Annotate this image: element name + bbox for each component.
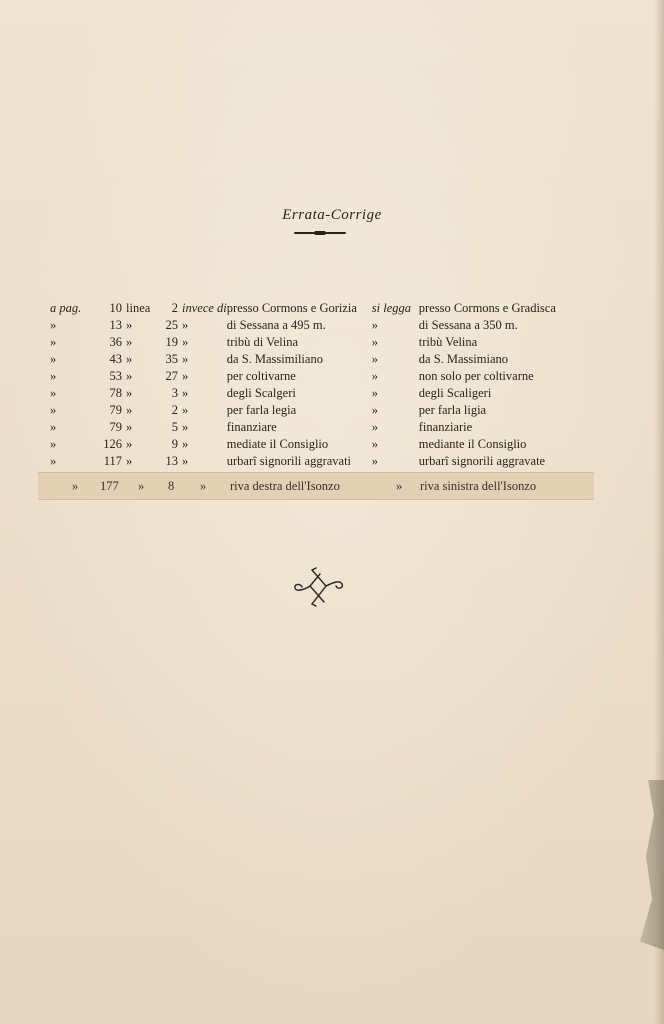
ditto-mark: » — [50, 352, 57, 366]
page-number: 79 — [109, 403, 122, 417]
ditto-mark: » — [371, 335, 379, 349]
page-number: 177 — [100, 479, 119, 493]
line-number: 3 — [171, 386, 178, 400]
ditto-mark: » — [182, 454, 189, 468]
ditto-mark: » — [50, 335, 57, 349]
ditto-mark: » — [126, 318, 133, 332]
ditto-mark: » — [371, 352, 379, 366]
ditto-mark: » — [126, 335, 133, 349]
errata-row — [50, 402, 575, 419]
wrong-text: mediate il Consiglio — [226, 437, 329, 451]
errata-table — [50, 300, 575, 470]
line-number: 2 — [171, 403, 178, 417]
ditto-mark: » — [50, 369, 57, 383]
wrong-text: da S. Massimiliano — [226, 352, 323, 366]
correct-text: finanziarie — [418, 420, 473, 434]
errata-row — [50, 334, 575, 351]
page-number: 79 — [109, 420, 122, 434]
correct-text: urbarî signorili aggravate — [418, 454, 546, 468]
errata-row — [50, 351, 575, 368]
line-number: 13 — [165, 454, 178, 468]
ditto-mark: » — [72, 479, 79, 493]
errata-row — [50, 368, 575, 385]
title-rule — [294, 232, 346, 234]
wrong-text: degli Scalgeri — [226, 386, 296, 400]
ditto-mark: » — [50, 454, 57, 468]
correct-text: per farla ligia — [418, 403, 487, 417]
ditto-mark: » — [200, 479, 207, 493]
ditto-mark: » — [50, 386, 57, 400]
invece-di-label: invece di — [182, 301, 227, 315]
ditto-mark: » — [371, 318, 379, 332]
correct-text: degli Scaligeri — [418, 386, 492, 400]
page-number: 78 — [109, 386, 122, 400]
page-number: 36 — [109, 335, 122, 349]
ditto-mark: » — [371, 420, 379, 434]
prefix-label: a pag. — [50, 301, 82, 315]
wrong-text: finanziare — [226, 420, 277, 434]
ditto-mark: » — [126, 454, 133, 468]
ditto-mark: » — [50, 318, 57, 332]
ditto-mark: » — [182, 318, 189, 332]
ditto-mark: » — [182, 420, 189, 434]
page-number: 117 — [103, 454, 122, 468]
ditto-mark: » — [371, 403, 379, 417]
torn-corner — [624, 780, 664, 950]
ditto-mark: » — [182, 386, 189, 400]
ditto-mark: » — [138, 479, 145, 493]
ditto-mark: » — [126, 437, 133, 451]
page-number: 126 — [103, 437, 122, 451]
correct-text: da S. Massimiano — [418, 352, 508, 366]
wrong-text: riva destra dell'Isonzo — [230, 479, 340, 493]
ditto-mark: » — [371, 369, 379, 383]
ditto-mark: » — [182, 369, 189, 383]
page-title: Errata-Corrige — [282, 207, 382, 223]
linea-label: linea — [126, 301, 151, 315]
line-number: 35 — [165, 352, 178, 366]
ditto-mark: » — [126, 420, 133, 434]
line-number: 9 — [171, 437, 178, 451]
ditto-mark: » — [396, 479, 403, 493]
ditto-mark: » — [126, 403, 133, 417]
errata-row — [50, 453, 575, 470]
errata-row — [50, 385, 575, 402]
wrong-text: presso Cormons e Gorizia — [226, 301, 357, 315]
ditto-mark: » — [50, 420, 57, 434]
printer-ornament — [290, 566, 354, 610]
wrong-text: urbarî signorili aggravati — [226, 454, 352, 468]
ditto-mark: » — [126, 386, 133, 400]
ditto-mark: » — [182, 403, 189, 417]
ditto-mark: » — [50, 437, 57, 451]
wrong-text: di Sessana a 495 m. — [226, 318, 326, 332]
correct-text: mediante il Consiglio — [418, 437, 527, 451]
wrong-text: tribù di Velina — [226, 335, 299, 349]
correct-text: riva sinistra dell'Isonzo — [420, 479, 537, 493]
wrong-text: per coltivarne — [226, 369, 296, 383]
correct-text: presso Cormons e Gradisca — [418, 301, 556, 315]
correct-text: non solo per coltivarne — [418, 369, 534, 383]
ditto-mark: » — [371, 437, 379, 451]
ditto-mark: » — [182, 352, 189, 366]
line-number: 2 — [171, 301, 178, 315]
errata-header-row — [50, 300, 575, 317]
errata-row — [50, 317, 575, 334]
ditto-mark: » — [371, 386, 379, 400]
page-number: 43 — [109, 352, 122, 366]
page-number: 13 — [109, 318, 122, 332]
errata-row — [50, 419, 575, 436]
ditto-mark: » — [50, 403, 57, 417]
line-number: 27 — [165, 369, 178, 383]
errata-row — [50, 436, 575, 453]
page-number: 53 — [109, 369, 122, 383]
correct-text: tribù Velina — [418, 335, 478, 349]
line-number: 5 — [171, 420, 178, 434]
ditto-mark: » — [126, 352, 133, 366]
wrong-text: per farla legia — [226, 403, 297, 417]
si-legga-label: si legga — [371, 301, 411, 315]
line-number: 25 — [165, 318, 178, 332]
ditto-mark: » — [182, 335, 189, 349]
line-number: 8 — [168, 479, 175, 493]
ditto-mark: » — [182, 437, 189, 451]
line-number: 19 — [165, 335, 178, 349]
ditto-mark: » — [371, 454, 379, 468]
correct-text: di Sessana a 350 m. — [418, 318, 518, 332]
page-number: 10 — [109, 301, 122, 315]
ditto-mark: » — [126, 369, 133, 383]
